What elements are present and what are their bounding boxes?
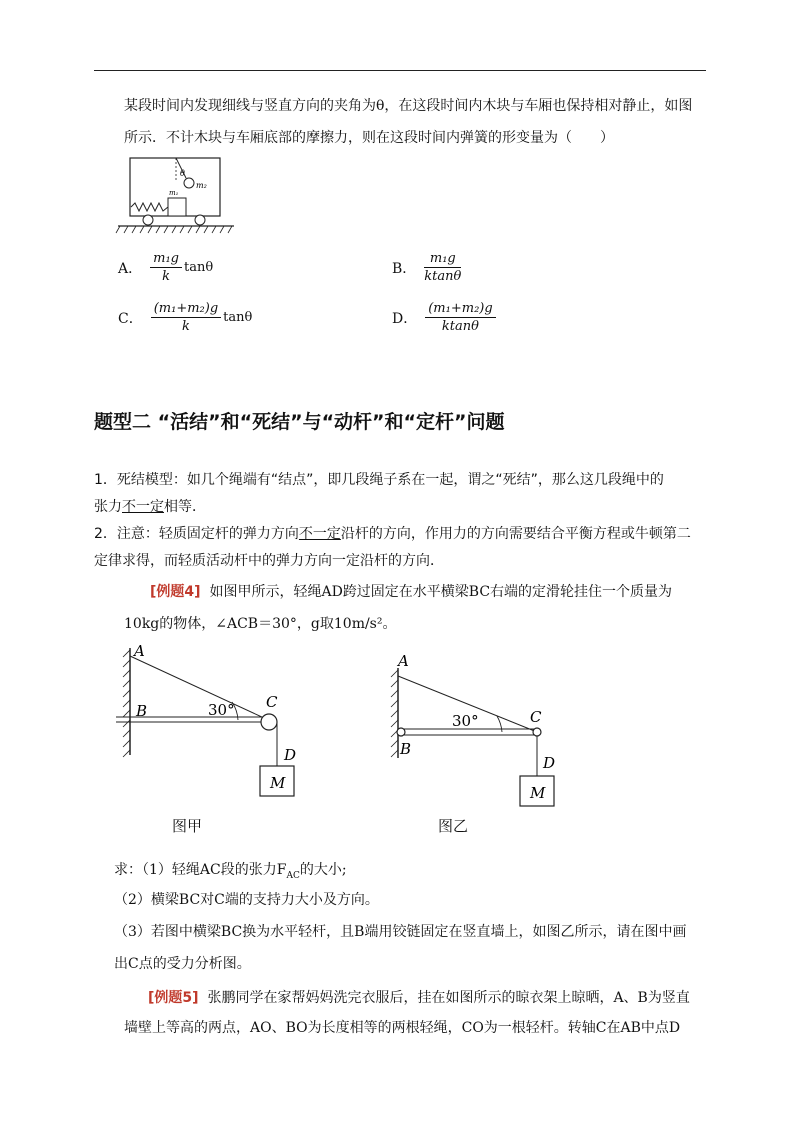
question-2: （2）横梁BC对C端的支持力大小及方向。 xyxy=(114,892,379,908)
intro-line-1: 某段时间内发现细线与竖直方向的夹角为θ，在这段时间内木块与车厢也保持相对静止，如图 xyxy=(124,98,693,114)
fig-b-angle: 30° xyxy=(452,712,479,730)
car-m1-label: m₁ xyxy=(169,189,179,197)
point-2-line-2: 定律求得，而轻质活动杆中的弹力方向一定沿杆的方向． xyxy=(94,553,444,569)
point-2-line-1: 2．注意：轻质固定杆的弹力方向不一定沿杆的方向，作用力的方向需要结合平衡方程或牛顿第二 xyxy=(94,526,691,542)
intro-line-2: 所示．不计木块与车厢底部的摩擦力，则在这段时间内弹簧的形变量为（ ） xyxy=(124,130,614,146)
option-c-label: C． xyxy=(118,310,143,327)
example-5-tag: [例题5] xyxy=(148,990,199,1006)
option-b-fraction xyxy=(424,250,461,285)
fig-b-label-a: A xyxy=(398,652,409,670)
fig-a-angle: 30° xyxy=(208,701,235,719)
figure-a-diagram xyxy=(112,640,312,810)
fig-a-label-a: A xyxy=(134,642,145,660)
fig-b-label-c: C xyxy=(530,708,542,726)
option-d-label: D． xyxy=(392,310,418,327)
figure-a-caption: 图甲 xyxy=(172,817,203,835)
fig-b-label-d: D xyxy=(543,754,556,772)
fig-a-label-b: B xyxy=(136,702,148,720)
option-c-numerator: (m₁+m₂)g xyxy=(151,300,221,318)
car-theta-label: θ xyxy=(180,169,185,178)
car-m2-label: m₂ xyxy=(196,181,207,190)
option-c[interactable] xyxy=(118,300,252,335)
option-d-numerator: (m₁+m₂)g xyxy=(425,300,495,318)
header-rule xyxy=(94,70,706,71)
fig-a-label-d: D xyxy=(284,746,297,764)
option-a[interactable] xyxy=(118,250,213,285)
fig-a-label-c: C xyxy=(266,693,278,711)
option-b-label: B． xyxy=(392,260,417,277)
fig-b-label-b: B xyxy=(400,740,412,758)
point-1-line-2: 张力不一定相等． xyxy=(94,499,206,515)
option-a-suffix: tanθ xyxy=(184,260,214,275)
example-4-line-1: [例题4] 如图甲所示，轻绳AD跨过固定在水平横梁BC右端的定滑轮挂住一个质量为 xyxy=(150,584,673,600)
option-d-fraction xyxy=(425,300,495,335)
option-a-label: A． xyxy=(118,260,143,277)
fig-a-label-m: M xyxy=(270,774,286,792)
example-4-line-2: 10kg的物体，∠ACB＝30°，g取10m/s²。 xyxy=(124,616,397,632)
option-a-numerator: m₁g xyxy=(150,250,182,268)
fig-b-label-m: M xyxy=(530,784,546,802)
figure-b-caption: 图乙 xyxy=(438,817,469,835)
figure-b-diagram xyxy=(376,640,576,815)
option-c-suffix: tanθ xyxy=(223,310,253,325)
option-c-fraction xyxy=(151,300,221,335)
section-title: 题型二 “活结”和“死结”与“动杆”和“定杆”问题 xyxy=(94,411,505,433)
example-5-line-1: [例题5] 张鹏同学在家帮妈妈洗完衣服后，挂在如图所示的晾衣架上晾晒，A、B为竖直 xyxy=(148,990,690,1006)
option-c-denominator: k xyxy=(181,319,190,334)
option-b-numerator: m₁g xyxy=(424,250,461,268)
point-1-line-1: 1．死结模型：如几个绳端有“结点”，即几段绳子系在一起，谓之“死结”，那么这几段绳中的 xyxy=(94,472,664,488)
question-1: 求：（1）轻绳AC段的张力$F_{AC}$的大小; xyxy=(114,862,347,881)
option-b-denominator: ktanθ xyxy=(424,269,462,284)
car-spring-diagram xyxy=(110,150,240,240)
question-3-line-2: 出C点的受力分析图。 xyxy=(114,956,251,972)
question-3-line-1: （3）若图中横梁BC换为水平轻杆，且B端用铰链固定在竖直墙上，如图乙所示，请在图中画 xyxy=(114,924,687,940)
option-b[interactable] xyxy=(392,250,461,285)
option-d[interactable] xyxy=(392,300,496,335)
option-a-fraction xyxy=(150,250,182,285)
option-d-denominator: ktanθ xyxy=(441,319,479,334)
example-5-line-2: 墙壁上等高的两点，AO、BO为长度相等的两根轻绳，CO为一根轻杆。转轴C在AB中点D xyxy=(124,1020,681,1036)
example-4-tag: [例题4] xyxy=(150,584,201,600)
option-a-denominator: k xyxy=(162,269,170,284)
